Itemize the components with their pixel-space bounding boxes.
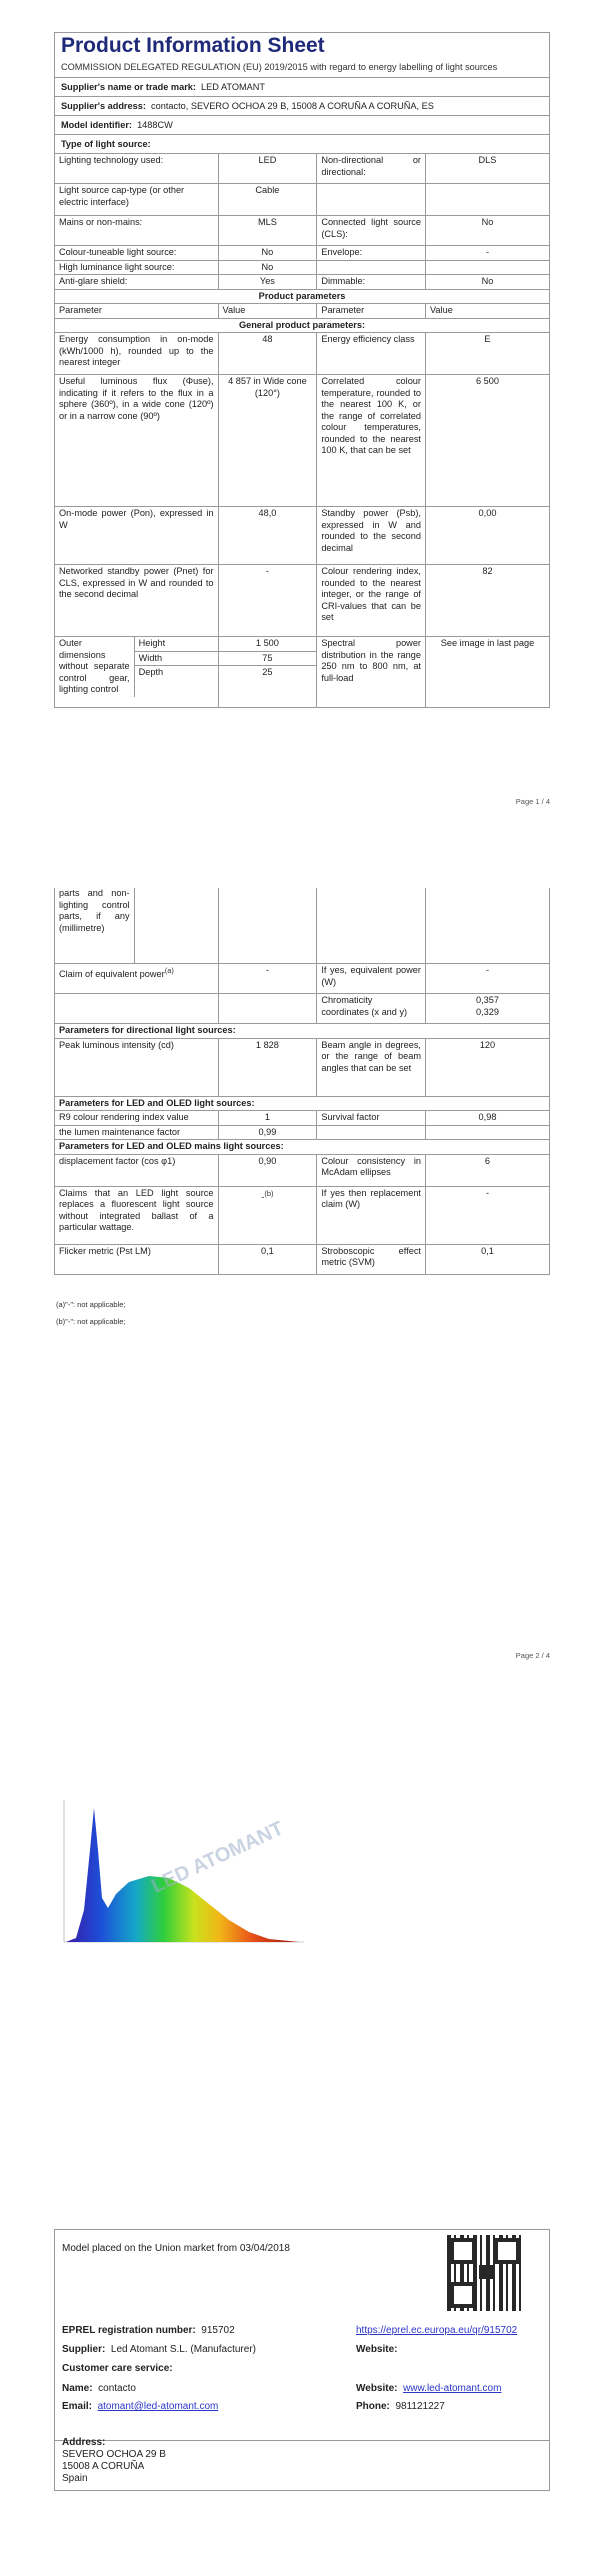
- website-label: Website:: [356, 2344, 398, 2355]
- section-header-row: [55, 289, 549, 304]
- name-value: contacto: [98, 2383, 136, 2394]
- cell-value: 0,90: [218, 1154, 317, 1186]
- eprel-link[interactable]: https://eprel.ec.europa.eu/qr/915702: [356, 2325, 518, 2336]
- cell-value: 1 828: [218, 1038, 317, 1096]
- table-row: [55, 964, 549, 994]
- chromaticity-x: 0,357: [475, 995, 499, 1005]
- cell-value: No: [218, 260, 317, 275]
- cell-label: Connected light source (CLS):: [317, 216, 426, 246]
- cell-label: Envelope:: [317, 246, 426, 261]
- eprel-info-box: [54, 2229, 550, 2441]
- page-number: Page 1 / 4: [515, 797, 550, 806]
- cell-value: 48: [218, 333, 317, 375]
- supplier-label: Supplier's name or trade mark:: [61, 82, 196, 92]
- table-row: [55, 260, 549, 275]
- dimensions-cell: [55, 637, 218, 707]
- cell-label: Colour-tuneable light source:: [55, 246, 218, 261]
- cell-value: [425, 994, 549, 1024]
- regulation-text: COMMISSION DELEGATED REGULATION (EU) 2019/2015 with regard to energy labelling of light sources: [61, 62, 498, 72]
- cell-value: 6: [425, 1154, 549, 1186]
- cell-value: -: [425, 1186, 549, 1244]
- address-line-2: 15008 A CORUÑA: [62, 2461, 145, 2472]
- dim-height-value: 1 500: [219, 637, 317, 652]
- section-header-row: [55, 1024, 549, 1039]
- table-row: [55, 1154, 549, 1186]
- model-value: 1488CW: [137, 120, 173, 130]
- table-row: [55, 333, 549, 375]
- cell-value: LED: [218, 154, 317, 184]
- cell-label: Flicker metric (Pst LM): [55, 1244, 218, 1274]
- table-row: [55, 1186, 549, 1244]
- phone-line: [356, 2400, 445, 2413]
- equivalent-power-label: Claim of equivalent power: [59, 969, 165, 980]
- table-row: [55, 1111, 549, 1126]
- cell-label: Light source cap-type (or other electric interface): [55, 184, 218, 216]
- cell-label: displacement factor (cos φ1): [55, 1154, 218, 1186]
- cell-label: Claims that an LED light source replaces a fluorescent light source without integrated ballast of a particular wattage.: [55, 1186, 218, 1244]
- supplier-value: LED ATOMANT: [201, 82, 266, 92]
- dimension-values: [218, 637, 317, 707]
- cell-label: If yes then replacement claim (W): [317, 1186, 426, 1244]
- col-value: Value: [425, 304, 549, 319]
- table-row: [55, 994, 549, 1024]
- table-row: [55, 216, 549, 246]
- cell-value: 82: [425, 565, 549, 637]
- cell-label: Dimmable:: [317, 275, 426, 290]
- spectrum-graphic: [54, 1790, 312, 1955]
- col-value: Value: [218, 304, 317, 319]
- table-row: [55, 1244, 549, 1274]
- cell-label: the lumen maintenance factor: [55, 1125, 218, 1140]
- name-label: Name:: [62, 2383, 93, 2394]
- light-source-type-table: [55, 153, 549, 707]
- supplier-label: Supplier:: [62, 2344, 106, 2355]
- footnote-marker: (b): [264, 1188, 274, 1198]
- phone-value: 981121227: [395, 2401, 445, 2412]
- cell-value: [425, 260, 549, 275]
- led-heading: Parameters for LED and OLED light sources:: [55, 1096, 549, 1111]
- dimensions-cell: [55, 888, 218, 964]
- table-row: [55, 375, 549, 507]
- website2-label: Website:: [356, 2383, 398, 2394]
- cell-value: [425, 184, 549, 216]
- claims-value: -: [261, 1191, 265, 1202]
- cell-label: If yes, equivalent power (W): [317, 964, 426, 994]
- qr-code-icon: [447, 2235, 523, 2311]
- footnote-marker: (a): [164, 966, 174, 975]
- watermark-text: LED ATOMANT: [148, 1817, 288, 1898]
- cell-label: Stroboscopic effect metric (SVM): [317, 1244, 426, 1274]
- cell-value: 48,0: [218, 507, 317, 565]
- cell-label: [317, 888, 426, 964]
- cell-value: -: [218, 964, 317, 994]
- cell-label: [317, 184, 426, 216]
- cell-label: Lighting technology used:: [55, 154, 218, 184]
- email-label: Email:: [62, 2401, 93, 2412]
- cell-label: Mains or non-mains:: [55, 216, 218, 246]
- cell-label: [317, 1125, 426, 1140]
- table-row: [55, 507, 549, 565]
- cell-value: [425, 1125, 549, 1140]
- cell-label: Survival factor: [317, 1111, 426, 1126]
- page-number: Page 2 / 4: [515, 1651, 550, 1660]
- cell-value: 1: [218, 1111, 317, 1126]
- cell-value: Yes: [218, 275, 317, 290]
- email-line: [62, 2400, 218, 2413]
- spd-label: Spectral power distribution in the range 250 nm to 800 nm, at full-load: [317, 637, 426, 707]
- cell-value: [218, 994, 317, 1024]
- supplier-line: [62, 2343, 256, 2356]
- eprel-value: 915702: [201, 2325, 235, 2336]
- cell-label: Colour consistency in McAdam ellipses: [317, 1154, 426, 1186]
- dimensions-label: Outer dimensions without separate control gear, lighting control: [59, 638, 130, 694]
- cell-label: Colour rendering index, rounded to the nearest integer, or the range of CRI-values that can be set: [317, 565, 426, 637]
- table-row: [55, 275, 549, 290]
- table-row: [55, 565, 549, 637]
- cell-label: Beam angle in degrees, or the range of beam angles that can be set: [317, 1038, 426, 1096]
- cell-value: DLS: [425, 154, 549, 184]
- cell-value: Cable: [218, 184, 317, 216]
- cell-label: Peak luminous intensity (cd): [55, 1038, 218, 1096]
- eprel-line: [62, 2324, 235, 2337]
- cell-value: -: [218, 565, 317, 637]
- table-row: [55, 637, 549, 707]
- dim-height-label: Height: [135, 637, 218, 652]
- table-row: [55, 154, 549, 184]
- footnote-a: (a)"-": not applicable;: [56, 1300, 126, 1309]
- product-information-sheet: [54, 32, 550, 708]
- name-line: [62, 2382, 136, 2395]
- cell-value: -: [425, 246, 549, 261]
- cell-label: Useful luminous flux (Φuse), indicating if it refers to the flux in a sphere (360º), in a wide cone (120º) or in a narrow cone (90º): [55, 375, 218, 507]
- cell-label: R9 colour rendering index value: [55, 1111, 218, 1126]
- market-placement-text: Model placed on the Union market from 03/04/2018: [62, 2243, 290, 2254]
- cell-value: 4 857 in Wide cone (120°): [218, 375, 317, 507]
- cell-value: 0,1: [218, 1244, 317, 1274]
- address-value: contacto, SEVERO OCHOA 29 B, 15008 A CORUÑA A CORUÑA, ES: [151, 101, 434, 111]
- cell-label: Energy efficiency class: [317, 333, 426, 375]
- section-header-row: [55, 318, 549, 333]
- cell-value: MLS: [218, 216, 317, 246]
- column-header-row: [55, 304, 549, 319]
- dim-width-label: Width: [135, 652, 218, 667]
- spectral-power-distribution-image: [54, 1790, 312, 1955]
- cell-label: Non-directional or directional:: [317, 154, 426, 184]
- spd-value: See image in last page: [425, 637, 549, 707]
- cell-value: E: [425, 333, 549, 375]
- table-row: [55, 1038, 549, 1096]
- table-row: [55, 246, 549, 261]
- cell-value: 6 500: [425, 375, 549, 507]
- section-header-row: [55, 1096, 549, 1111]
- type-row: [55, 134, 549, 153]
- cell-value: 0,00: [425, 507, 549, 565]
- cell-value: 0,98: [425, 1111, 549, 1126]
- model-row: [55, 115, 549, 134]
- cell-label: [55, 964, 218, 994]
- phone-label: Phone:: [356, 2401, 390, 2412]
- cell-label: Networked standby power (Pnet) for CLS, expressed in W and rounded to the second decimal: [55, 565, 218, 637]
- eprel-label: EPREL registration number:: [62, 2325, 196, 2336]
- type-label: Type of light source:: [61, 139, 151, 149]
- supplier-value: Led Atomant S.L. (Manufacturer): [110, 2344, 256, 2355]
- table-row: [55, 1125, 549, 1140]
- email-link[interactable]: atomant@led-atomant.com: [97, 2401, 219, 2412]
- parameters-table-continued: [55, 888, 549, 1274]
- col-parameter: Parameter: [55, 304, 218, 319]
- dimension-blank: [134, 888, 218, 963]
- address-line-3: Spain: [62, 2473, 88, 2484]
- cell-value: 0,99: [218, 1125, 317, 1140]
- supplier-row: [55, 77, 549, 96]
- col-parameter: Parameter: [317, 304, 426, 319]
- dim-depth-label: Depth: [138, 667, 164, 677]
- product-information-sheet-continued: [54, 888, 550, 1275]
- dim-width-value: 75: [219, 652, 317, 667]
- footnote-b: (b)"-": not applicable;: [56, 1317, 126, 1326]
- directional-heading: Parameters for directional light sources:: [55, 1024, 549, 1039]
- address-row: [55, 96, 549, 115]
- dim-depth-value: 25: [262, 667, 273, 677]
- cell-label: Energy consumption in on-mode (kWh/1000 h), rounded up to the nearest integer: [55, 333, 218, 375]
- address-label: Supplier's address:: [61, 101, 146, 111]
- cell-label: High luminance light source:: [55, 260, 218, 275]
- dimension-names: [134, 637, 218, 697]
- cell-label: Chromaticity coordinates (x and y): [317, 994, 426, 1024]
- cell-value: No: [425, 275, 549, 290]
- cell-value: [218, 1186, 317, 1244]
- model-label: Model identifier:: [61, 120, 132, 130]
- mains-heading: Parameters for LED and OLED mains light sources:: [55, 1140, 549, 1155]
- cell-label: On-mode power (Pon), expressed in W: [55, 507, 218, 565]
- address-block: [54, 2437, 550, 2491]
- cell-value: No: [425, 216, 549, 246]
- table-row: [55, 184, 549, 216]
- table-row: [55, 888, 549, 964]
- dimensions-label-cont: parts and non-lighting control parts, if any (millimetre): [59, 888, 130, 933]
- product-parameters-heading: Product parameters: [55, 289, 549, 304]
- cell-value: [425, 888, 549, 964]
- section-header-row: [55, 1140, 549, 1155]
- cell-value: [218, 888, 317, 964]
- cell-value: 120: [425, 1038, 549, 1096]
- cell-value: -: [425, 964, 549, 994]
- cell-label: [55, 994, 218, 1024]
- cell-label: Anti-glare shield:: [55, 275, 218, 290]
- address-label: Address:: [62, 2437, 106, 2448]
- page-title: Product Information Sheet: [61, 34, 325, 57]
- cell-label: Standby power (Psb), expressed in W and rounded to the second decimal: [317, 507, 426, 565]
- cell-label: [317, 260, 426, 275]
- website2-line: [356, 2382, 501, 2395]
- address-line-1: SEVERO OCHOA 29 B: [62, 2449, 166, 2460]
- cell-label: Correlated colour temperature, rounded to the nearest 100 K, or the range of correlated colour temperatures, rounded to the nearest 100 K, that can be set: [317, 375, 426, 507]
- website-link[interactable]: www.led-atomant.com: [403, 2383, 502, 2394]
- cell-value: 0,1: [425, 1244, 549, 1274]
- general-parameters-heading: General product parameters:: [55, 318, 549, 333]
- chromaticity-y: 0,329: [475, 1006, 499, 1017]
- cell-value: No: [218, 246, 317, 261]
- customer-care-label: Customer care service:: [62, 2363, 173, 2374]
